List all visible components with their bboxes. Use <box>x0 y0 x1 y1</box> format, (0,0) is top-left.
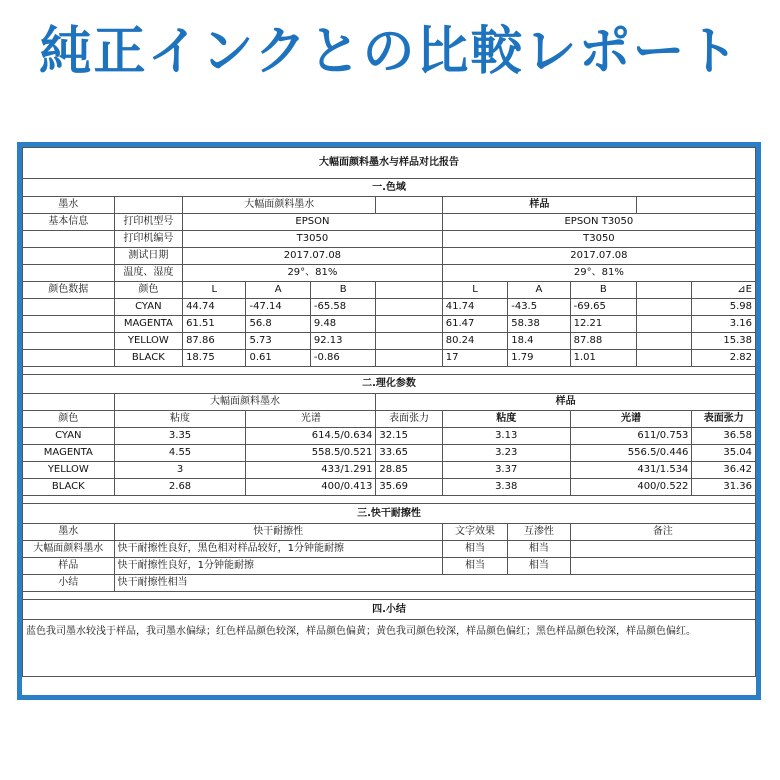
our-tension: 35.69 <box>376 479 442 496</box>
our-A-value: 56.8 <box>246 316 310 333</box>
quick-dry-header: 快干耐擦性 <box>114 524 442 541</box>
our-L-value: 61.51 <box>183 316 246 333</box>
our-printer-no: T3050 <box>183 231 443 248</box>
quick-dry-ink-name: 样品 <box>23 558 115 575</box>
table-row <box>23 445 756 462</box>
sample-tension: 36.58 <box>692 428 756 445</box>
table-row <box>23 558 756 575</box>
table-row <box>23 299 756 316</box>
color-name: CYAN <box>114 299 182 316</box>
our-B-value: 9.48 <box>310 316 375 333</box>
sample-L-header: L <box>442 282 507 299</box>
delta-e-value: 2.82 <box>692 350 756 367</box>
summary-value: 快干耐擦性相当 <box>114 575 755 592</box>
physchem-sample-header: 样品 <box>376 394 756 411</box>
our-ink-header: 大幅面颜料墨水 <box>183 197 376 214</box>
color-name: BLACK <box>23 479 115 496</box>
color-name: YELLOW <box>23 462 115 479</box>
our-B-value: -65.58 <box>310 299 375 316</box>
text-effect-header: 文字效果 <box>442 524 507 541</box>
sample-tension-header: 表面张力 <box>692 411 756 428</box>
delta-e-value: 5.98 <box>692 299 756 316</box>
color-name: CYAN <box>23 428 115 445</box>
sample-viscosity: 3.13 <box>442 428 570 445</box>
test-date-label: 测试日期 <box>114 248 182 265</box>
our-spectrum-header: 光谱 <box>246 411 376 428</box>
our-L-header: L <box>183 282 246 299</box>
bleed-value: 相当 <box>508 541 570 558</box>
sample-A-value: 58.38 <box>508 316 570 333</box>
our-L-value: 87.86 <box>183 333 246 350</box>
color-data-label: 颜色数据 <box>23 282 115 299</box>
sample-tension: 31.36 <box>692 479 756 496</box>
sample-printer-model: EPSON T3050 <box>442 214 755 231</box>
sample-B-value: 12.21 <box>570 316 636 333</box>
our-tension: 33.65 <box>376 445 442 462</box>
our-temp-humidity: 29°、81% <box>183 265 443 282</box>
our-spectrum: 558.5/0.521 <box>246 445 376 462</box>
sample-spectrum: 431/1.534 <box>570 462 692 479</box>
our-L-value: 18.75 <box>183 350 246 367</box>
our-viscosity: 4.55 <box>114 445 246 462</box>
our-A-value: -47.14 <box>246 299 310 316</box>
our-L-value: 44.74 <box>183 299 246 316</box>
sample-B-value: 87.88 <box>570 333 636 350</box>
our-viscosity-header: 粘度 <box>114 411 246 428</box>
table-row <box>23 428 756 445</box>
table-row <box>23 462 756 479</box>
our-viscosity: 2.68 <box>114 479 246 496</box>
sample-tension: 36.42 <box>692 462 756 479</box>
our-B-header: B <box>310 282 375 299</box>
summary-label: 小结 <box>23 575 115 592</box>
sample-spectrum: 611/0.753 <box>570 428 692 445</box>
sample-L-value: 41.74 <box>442 299 507 316</box>
our-tension: 32.15 <box>376 428 442 445</box>
quick-dry-desc: 快干耐擦性良好，1分钟能耐擦 <box>114 558 442 575</box>
our-A-value: 0.61 <box>246 350 310 367</box>
color-name: MAGENTA <box>114 316 182 333</box>
delta-e-value: 3.16 <box>692 316 756 333</box>
text-effect-value: 相当 <box>442 558 507 575</box>
printer-model-label: 打印机型号 <box>114 214 182 231</box>
our-spectrum: 400/0.413 <box>246 479 376 496</box>
sample-A-value: 1.79 <box>508 350 570 367</box>
our-A-header: A <box>246 282 310 299</box>
bleed-value: 相当 <box>508 558 570 575</box>
text-effect-value: 相当 <box>442 541 507 558</box>
our-viscosity: 3 <box>114 462 246 479</box>
our-viscosity: 3.35 <box>114 428 246 445</box>
section-color-gamut: 一.色域 <box>23 179 756 197</box>
table-row <box>23 350 756 367</box>
our-B-value: 92.13 <box>310 333 375 350</box>
delta-e-header: ⊿E <box>692 282 756 299</box>
table-row <box>23 479 756 496</box>
remark-header: 备注 <box>570 524 755 541</box>
sample-L-value: 80.24 <box>442 333 507 350</box>
color-col-header: 颜色 <box>114 282 182 299</box>
sample-temp-humidity: 29°、81% <box>442 265 755 282</box>
sample-printer-no: T3050 <box>442 231 755 248</box>
bleed-header: 互渗性 <box>508 524 570 541</box>
sample-test-date: 2017.07.08 <box>442 248 755 265</box>
sample-B-value: -69.65 <box>570 299 636 316</box>
table-row <box>23 333 756 350</box>
table-row <box>23 541 756 558</box>
printer-no-label: 打印机编号 <box>114 231 182 248</box>
report-table <box>22 147 756 677</box>
basic-info-label: 基本信息 <box>23 214 115 231</box>
our-tension: 28.85 <box>376 462 442 479</box>
report-frame <box>17 142 761 700</box>
quick-dry-ink-name: 大幅面颜料墨水 <box>23 541 115 558</box>
delta-e-value: 15.38 <box>692 333 756 350</box>
table-row <box>23 316 756 333</box>
sample-L-value: 17 <box>442 350 507 367</box>
our-tension-header: 表面张力 <box>376 411 442 428</box>
sample-viscosity: 3.37 <box>442 462 570 479</box>
section-quick-dry: 三.快干耐擦性 <box>23 504 756 524</box>
ink-header: 墨水 <box>23 197 115 214</box>
sample-viscosity-header: 粘度 <box>442 411 570 428</box>
physchem-our-ink-header: 大幅面颜料墨水 <box>114 394 376 411</box>
sample-spectrum-header: 光谱 <box>570 411 692 428</box>
our-test-date: 2017.07.08 <box>183 248 443 265</box>
sample-tension: 35.04 <box>692 445 756 462</box>
sample-B-header: B <box>570 282 636 299</box>
sample-spectrum: 556.5/0.446 <box>570 445 692 462</box>
our-spectrum: 614.5/0.634 <box>246 428 376 445</box>
sample-viscosity: 3.23 <box>442 445 570 462</box>
quick-dry-desc: 快干耐擦性良好，黑色相对样品较好，1分钟能耐擦 <box>114 541 442 558</box>
color-name: MAGENTA <box>23 445 115 462</box>
banner-title: 純正インクとの比較レポート <box>39 22 741 82</box>
temp-humidity-label: 温度、湿度 <box>114 265 182 282</box>
section-conclusion: 四.小结 <box>23 600 756 620</box>
report-title: 大幅面颜料墨水与样品对比报告 <box>23 148 756 179</box>
sample-A-value: 18.4 <box>508 333 570 350</box>
physchem-color-header: 颜色 <box>23 411 115 428</box>
color-name: YELLOW <box>114 333 182 350</box>
quick-dry-ink-header: 墨水 <box>23 524 115 541</box>
our-printer-model: EPSON <box>183 214 443 231</box>
sample-A-header: A <box>508 282 570 299</box>
our-spectrum: 433/1.291 <box>246 462 376 479</box>
conclusion-text: 蓝色我司墨水较浅于样品，我司墨水偏绿；红色样品颜色较深，样品颜色偏黄；黄色我司颜色较深，样品颜色偏红；黑色样品颜色较深，样品颜色偏红。 <box>23 620 756 677</box>
our-B-value: -0.86 <box>310 350 375 367</box>
sample-header: 样品 <box>442 197 636 214</box>
our-A-value: 5.73 <box>246 333 310 350</box>
sample-L-value: 61.47 <box>442 316 507 333</box>
color-name: BLACK <box>114 350 182 367</box>
section-physchem: 二.理化参数 <box>23 375 756 394</box>
sample-A-value: -43.5 <box>508 299 570 316</box>
sample-spectrum: 400/0.522 <box>570 479 692 496</box>
sample-B-value: 1.01 <box>570 350 636 367</box>
sample-viscosity: 3.38 <box>442 479 570 496</box>
